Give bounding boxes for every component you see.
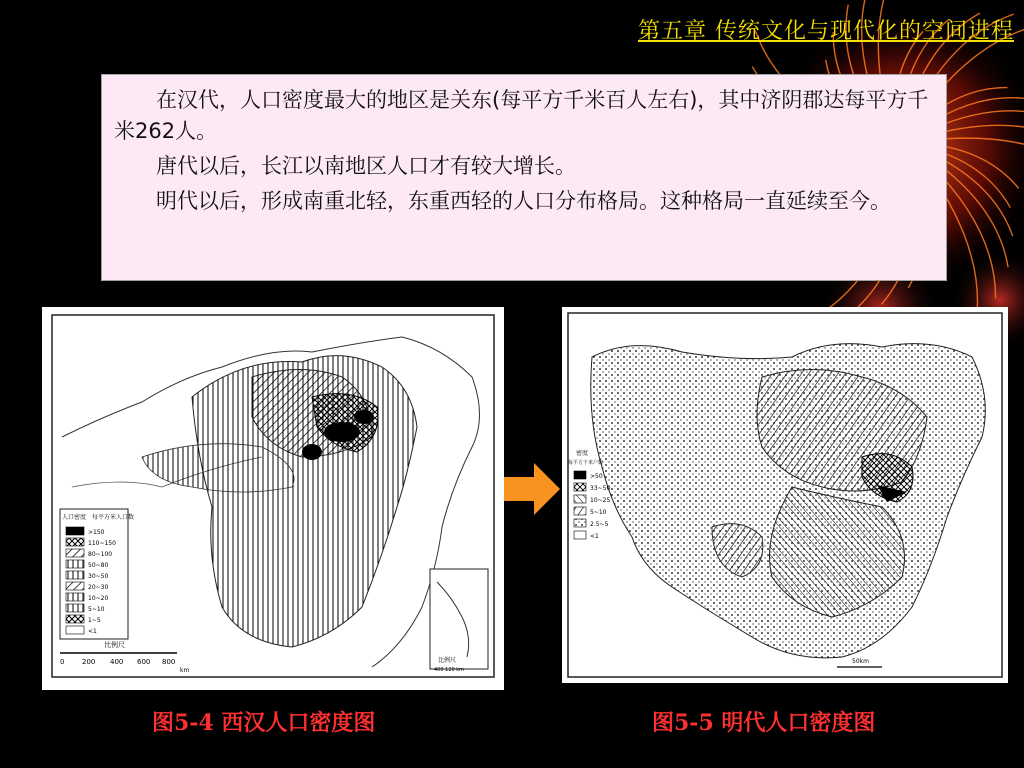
han-legend-swatch	[66, 549, 84, 557]
han-scale-unit: km	[180, 667, 190, 674]
ming-legend-swatch	[574, 507, 586, 515]
han-legend-label: 50~80	[88, 562, 109, 569]
han-legend-swatch	[66, 538, 84, 546]
paragraph-ming: 明代以后，形成南重北轻，东重西轻的人口分布格局。这种格局一直延续至今。	[156, 189, 891, 213]
ming-legend-title: 密度	[576, 450, 589, 457]
ming-legend-label: 33~50	[590, 485, 611, 492]
han-legend-swatch	[66, 560, 84, 568]
right-arrow-icon	[504, 459, 562, 519]
han-legend-swatch	[66, 604, 84, 612]
ming-legend-swatch	[574, 495, 586, 503]
han-legend-label: 5~10	[88, 606, 105, 613]
han-legend-swatch	[66, 582, 84, 590]
han-scale-tick-2: 400	[110, 658, 124, 666]
han-legend-title: 每平方米人口数	[92, 514, 135, 521]
han-scale-bar	[60, 640, 464, 674]
han-legend-label: 1~5	[88, 617, 101, 624]
han-population-map	[42, 307, 504, 690]
han-legend-label: 20~30	[88, 584, 109, 591]
han-legend-label: <1	[88, 628, 97, 635]
ming-legend-swatch	[574, 483, 586, 491]
ming-legend-label: 10~25	[590, 497, 611, 504]
han-legend-side-label: 人口密度	[62, 514, 87, 521]
ming-legend-label: >50	[590, 473, 603, 480]
han-legend-label: 10~20	[88, 595, 109, 602]
han-legend-label: 30~50	[88, 573, 109, 580]
ming-legend-label: 2.5~5	[590, 521, 609, 528]
paragraph-han: 在汉代，人口密度最大的地区是关东(每平方千米百人左右)，其中济阴郡达每平方千米262人。	[114, 88, 929, 143]
han-legend-swatch	[66, 527, 84, 535]
ming-legend-subtitle: 每平方千米户数	[568, 460, 604, 466]
han-legend-swatch	[66, 615, 84, 623]
han-legend-swatch	[66, 593, 84, 601]
han-legend-swatch	[66, 571, 84, 579]
han-inset-scale-label: 比例尺	[438, 657, 457, 664]
han-legend-label: 110~150	[88, 540, 116, 547]
ming-legend-swatch	[574, 519, 586, 527]
ming-legend-label: 5~10	[590, 509, 607, 516]
han-scale-tick-3: 600	[137, 658, 151, 666]
han-inset-scale-ticks: 400 120 km	[434, 667, 465, 673]
han-scale-label: 比例尺	[104, 641, 125, 649]
han-legend	[60, 509, 134, 639]
han-legend-swatch	[66, 626, 84, 634]
han-legend-label: >150	[88, 529, 105, 536]
han-scale-tick-1: 200	[82, 658, 96, 666]
ming-map-drawing	[562, 307, 1008, 683]
ming-legend-swatch	[574, 531, 586, 539]
chapter-title: 第五章 传统文化与现代化的空间进程	[638, 19, 1014, 44]
han-map-drawing	[42, 307, 504, 690]
han-legend-label: 80~100	[88, 551, 113, 558]
ming-legend-label: <1	[590, 533, 599, 540]
han-scale-tick-4: 800	[162, 658, 176, 666]
han-map-caption: 图5-4 西汉人口密度图	[152, 710, 376, 736]
ming-population-map	[562, 307, 1008, 683]
han-scale-tick-0: 0	[60, 658, 65, 666]
ming-legend-swatch	[574, 471, 586, 479]
summary-textbox	[101, 74, 947, 281]
ming-scale-bar	[837, 658, 882, 667]
ming-map-caption: 图5-5 明代人口密度图	[652, 710, 876, 736]
paragraph-tang: 唐代以后，长江以南地区人口才有较大增长。	[156, 154, 576, 178]
ming-scale-label: 50km	[852, 658, 869, 665]
